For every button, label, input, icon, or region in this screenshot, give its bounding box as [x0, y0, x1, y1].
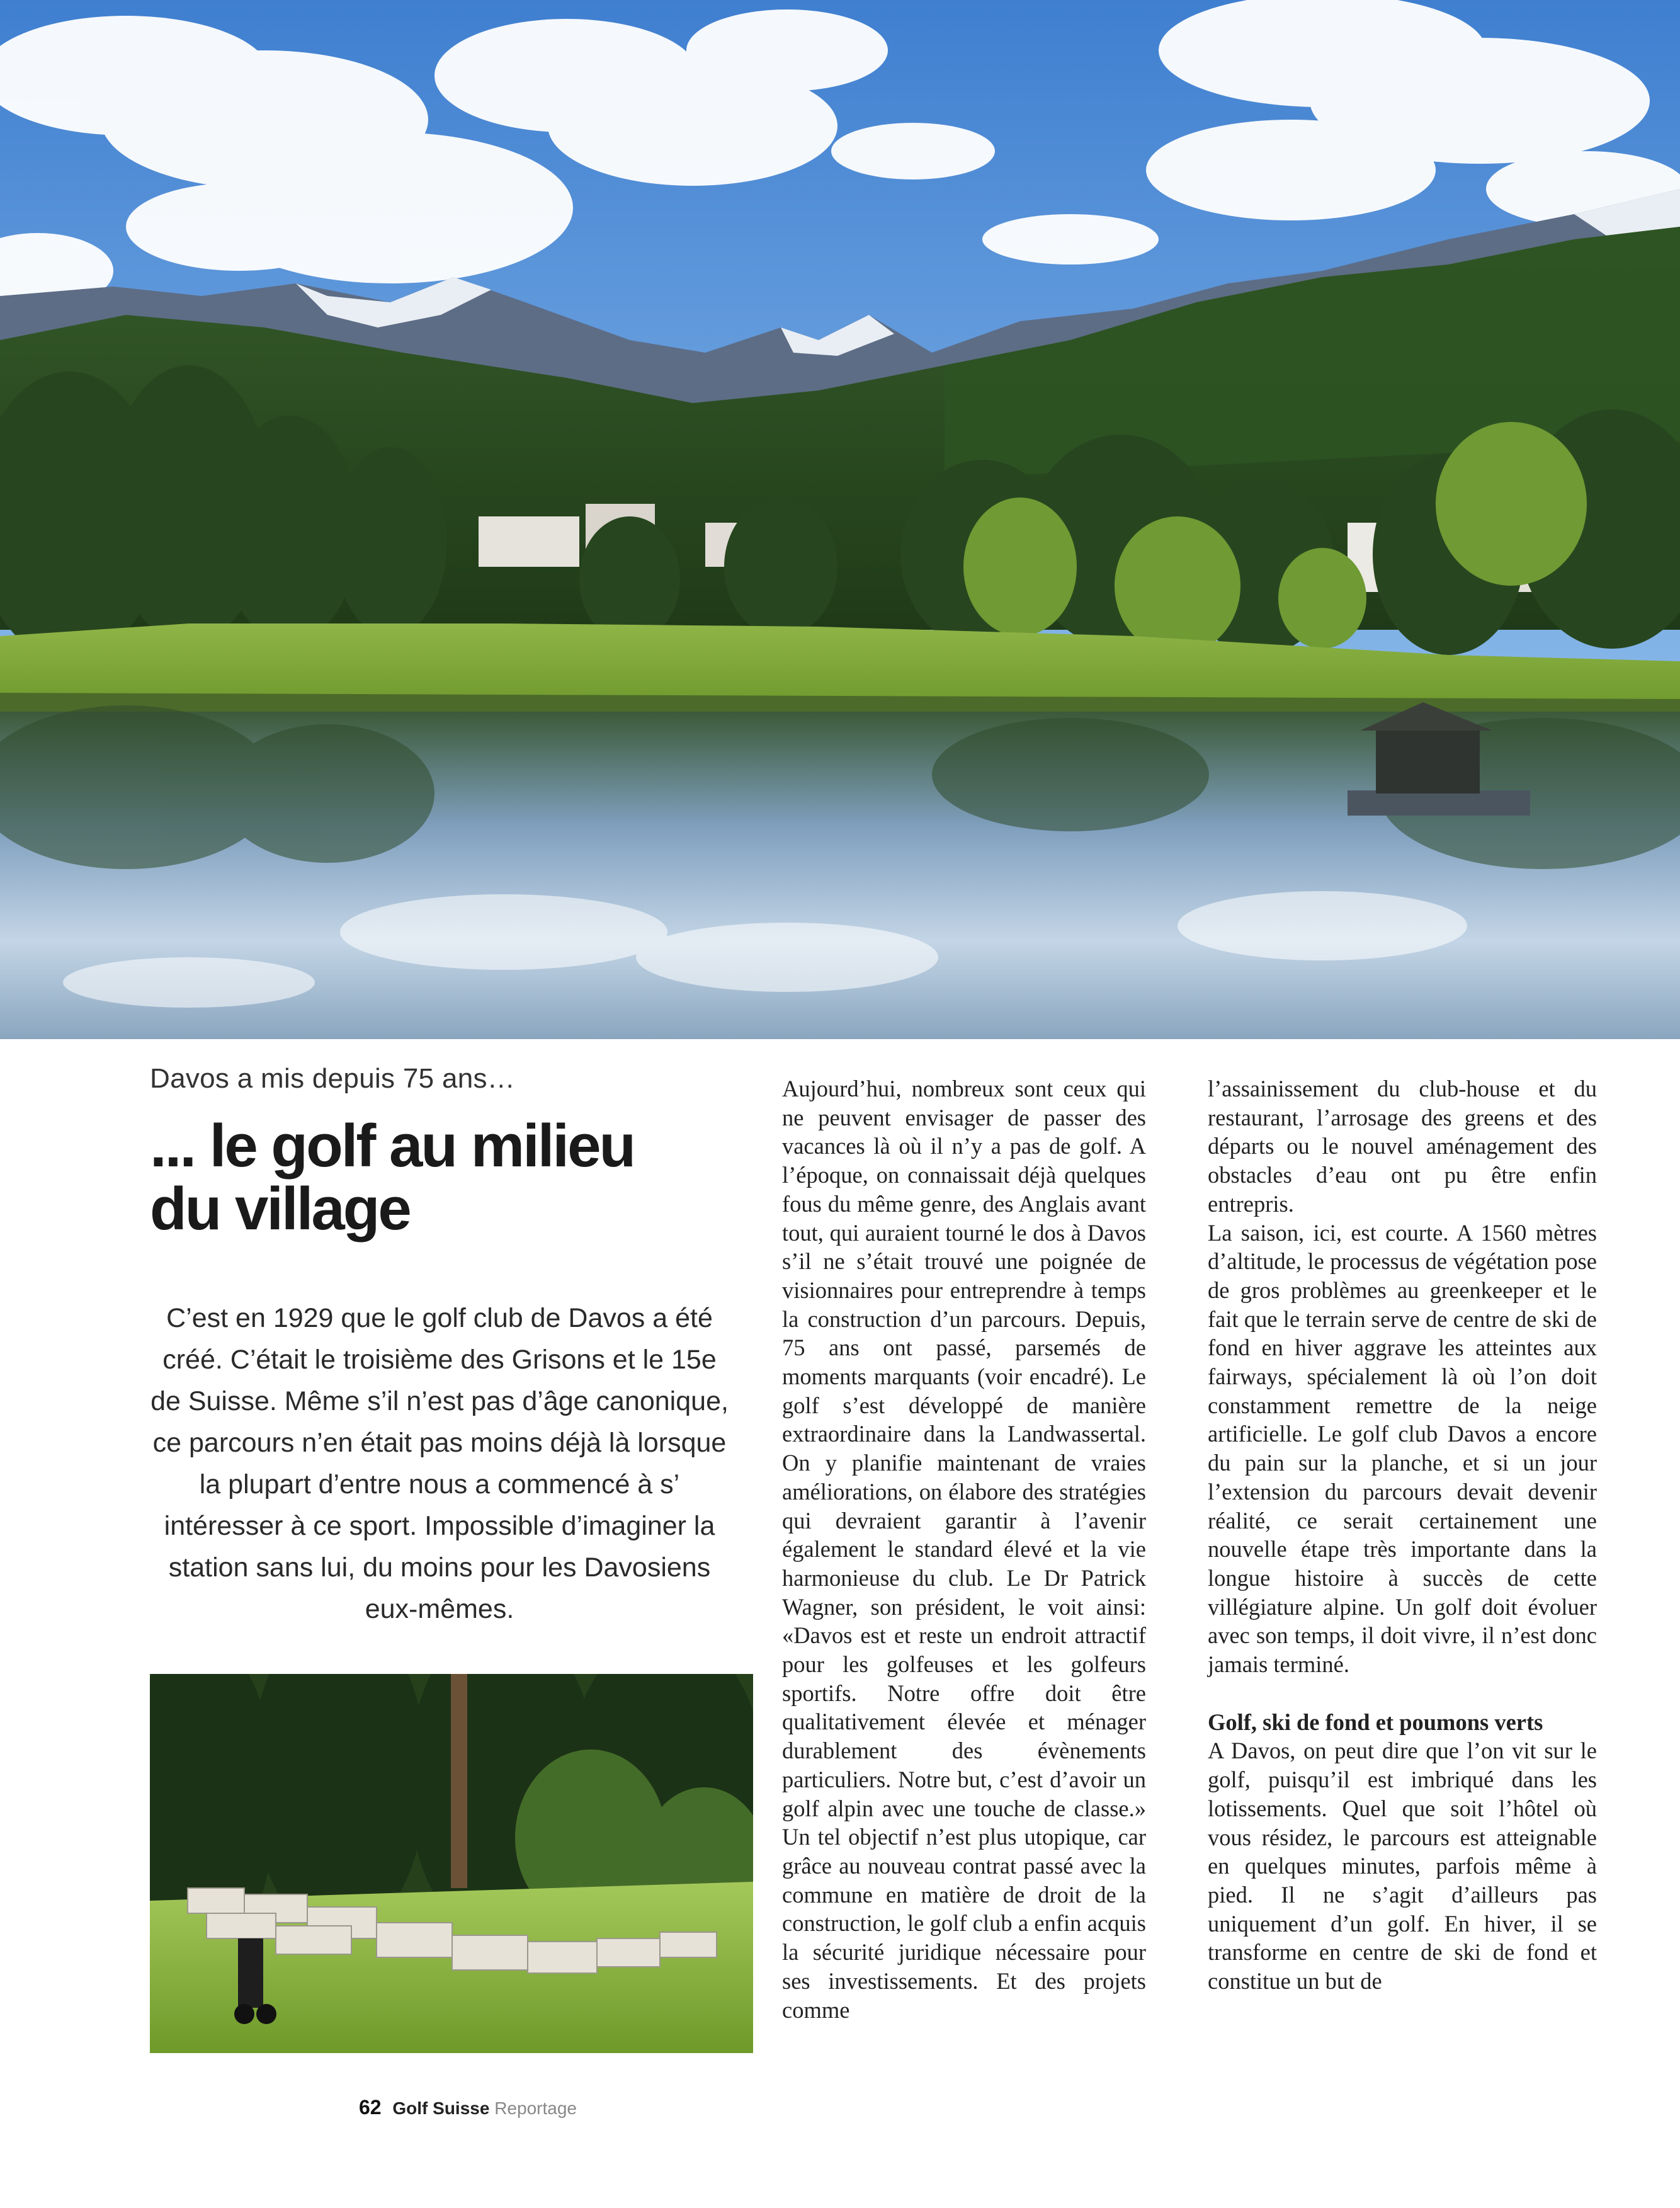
- body-paragraph-4: A Davos, on peut dire que l’on vit sur le golf, puisqu’il est imbriqué dans les lotissements. Quel que soit l’hôtel où vous résidez, le parcours est atteignable en quelques minutes, parfois même à pied. Il ne s’agit d’ailleurs pas uniquement d’un golf. En hiver, il se transforme en centre de ski de fond et constitue un but de: [1208, 1738, 1597, 1995]
- magazine-name: Golf Suisse: [392, 2098, 490, 2118]
- golf-tee-illustration: [150, 1674, 753, 2053]
- paragraph-gap: [1208, 1679, 1597, 1708]
- hero-landscape-illustration: [0, 0, 1680, 1039]
- headline-line-2: du village: [150, 1175, 410, 1243]
- article-headline: [150, 1112, 754, 1243]
- body-paragraph-3: La saison, ici, est courte. A 1560 mètres d’altitude, le processus de végétation pose de gros problèmes au greenkeeper et le fait que le terrain serve de centre de ski de fond en hiver aggrave les atteintes aux fairways, spécialement là où l’on doit constamment remettre de la neige artificielle. Le golf club Davos a encore du pain sur la planche, et si un jour l’extension du parcours devait devenir réalité, ce serait certainement une nouvelle étape très importante dans la longue histoire à succès de cette villégiature alpine. Un golf doit évoluer avec son temps, il doit vivre, il n’est donc jamais terminé.: [1208, 1219, 1597, 1678]
- section-subhead: Golf, ski de fond et poumons verts: [1208, 1709, 1543, 1735]
- lead-paragraph: C’est en 1929 que le golf club de Davos a été créé. C’était le troisième des Grisons et le 15e de Suisse. Même s’il n’est pas d’âge canonique, ce parcours n’en était pas moins déjà là lorsque la plupart d’entre nous a commencé à s’ intéresser à ce sport. Impossible d’imaginer la station sans lui, du moins pour les Davosiens eux-mêmes.: [150, 1303, 729, 1624]
- hero-photo: [0, 0, 1680, 1039]
- page-number: 62: [359, 2096, 382, 2119]
- kicker-text: Davos a mis depuis 75 ans…: [150, 1063, 516, 1094]
- body-paragraph-2: l’assainissement du club-house et du restaurant, l’arrosage des greens et des départs ou le nouvel aménagement des obstacles d’eau ont pu être enfin entrepris.: [1208, 1076, 1597, 1217]
- headline-line-1: ... le golf au milieu: [150, 1112, 635, 1180]
- body-column-right: [1208, 1074, 1597, 1996]
- golf-course-photo: [150, 1674, 753, 2053]
- page-footer: [359, 2096, 577, 2119]
- body-paragraph-1: Aujourd’hui, nombreux sont ceux qui ne peuvent envisager de passer des vacances là où il n’y a pas de golf. A l’époque, on connaissait déjà quelques fous du même genre, des Anglais avant tout, qui auraient tourné le dos à Davos s’il ne s’était trouvé une poignée de visionnaires pour entreprendre à temps la construction d’un parcours. Depuis, 75 ans ont passé, parsemés de moments marquants (voir encadré). Le golf s’est développé de manière extraordinaire dans la Landwassertal. On y planifie maintenant de vraies améliorations, on élabore des stratégies qui devraient garantir à l’avenir également le standard élevé et la vie harmonieuse du club. Le Dr Patrick Wagner, son président, le voit ainsi: «Davos est et reste un endroit attractif pour les golfeuses et les golfeurs sportifs. Notre offre doit être qualitativement élevée et ménager durablement des évènements particuliers. Notre but, c’est d’avoir un golf alpin avec une touche de classe.» Un tel objectif n’est plus utopique, car grâce au nouveau contrat passé avec la commune en matière de droit de la construction, le golf club a enfin acquis la sécurité juridique nécessaire pour ses investissements. Et des projets comme: [782, 1076, 1146, 2023]
- section-name: Reportage: [494, 2098, 577, 2118]
- body-column-middle: [782, 1074, 1146, 2024]
